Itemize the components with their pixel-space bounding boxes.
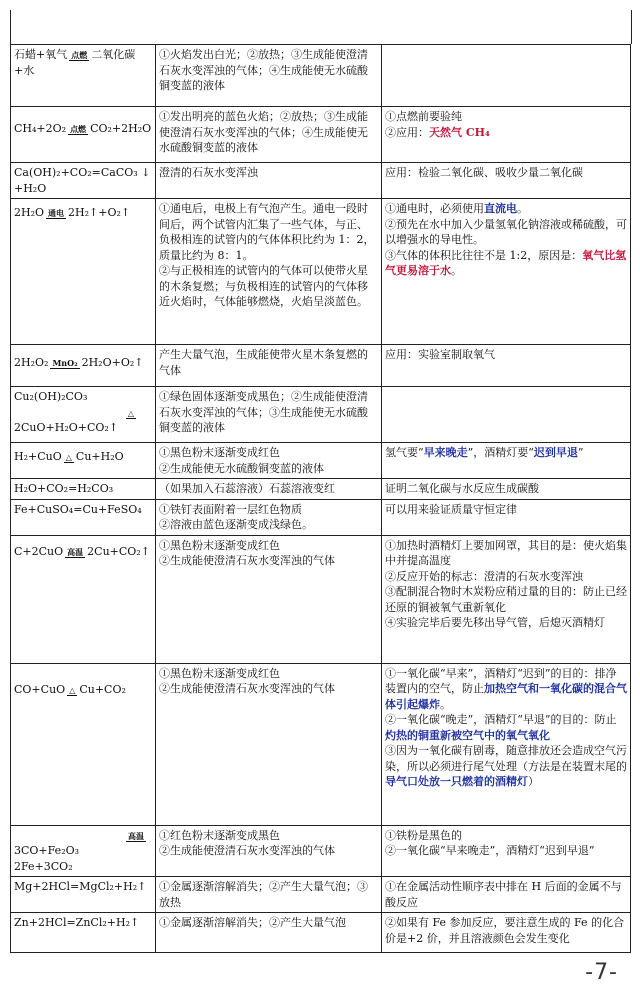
highlight-text: 天然气 CH₄ [429, 125, 490, 139]
table-row [11, 387, 631, 443]
phenomenon-cell: ①通电后，电极上有气泡产生。通电一段时间后，两个试管内汇集了一些气体，与正、负极相连的试管内的气体体积比约为 1：2，质量比约为 8：1。 ②与正极相连的试管内的气体可以使带火星的木条复燃；与负极相连的试管内的气体移近火焰时，气体能够燃烧，火焰呈淡蓝色。 [156, 199, 382, 345]
note-cell: 证明二氧化碳与水反应生成碳酸 [382, 479, 631, 500]
phenomenon-cell: ①金属逐渐溶解消失；②产生大量气泡；③放热 [156, 877, 382, 913]
note-cell: 应用：检验二氧化碳、吸收少量二氧化碳 [382, 163, 631, 199]
equation-products: 2Cu+CO₂↑ [87, 544, 150, 558]
reaction-condition: △ [69, 684, 76, 695]
reaction-condition: MnO₂ [52, 358, 78, 368]
phenomenon-cell: ①金属逐渐溶解消失；②产生大量气泡 [156, 913, 382, 953]
table-row [11, 345, 631, 387]
equation-text: Mg+2HCl=MgCl₂+H₂↑ [14, 880, 147, 893]
phenomenon-cell: ①火焰发出白光；②放热；③生成能使澄清石灰水变浑浊的气体；④生成能使无水硫酸铜变蓝的液体 [156, 45, 382, 107]
equation-cell [11, 535, 156, 663]
page-number: -7- [585, 960, 618, 985]
equation-products: 二氧化碳+水 [14, 48, 136, 77]
phenomenon-cell: 产生大量气泡，生成能使带火星木条复燃的气体 [156, 345, 382, 387]
note-cell: ①一氧化碳“早来”，酒精灯“迟到”的目的：排净装置内的空气，防止加热空气和一氧化碳的混合气体引起爆炸。 ②一氧化碳“晚走”，酒精灯“早退”的目的：防止灼热的铜重新被空气中的氧气氧化 ③因为一氧化碳有剧毒，随意排放还会造成空气污染，所以必须进行尾气处理（方法是在装置末尾的导气口处放一只燃着的酒精灯） [382, 663, 631, 825]
equation-cell [11, 663, 156, 825]
equation-text: Fe+CuSO₄=Cu+FeSO₄ [14, 502, 142, 516]
note-cell [382, 387, 631, 443]
highlight-text: 加热空气和一氧化碳的混合气体引起爆炸 [385, 682, 627, 711]
equation-products: Cu+H₂O [75, 450, 124, 463]
equation-text: H₂O+CO₂=H₂CO₃ [14, 482, 114, 495]
equation-reactants: 2H₂O₂ [14, 356, 49, 369]
highlight-text: 导气口处放一只燃着的酒精灯 [385, 775, 528, 788]
note-cell: ①铁粉是黑色的 ②一氧化碳“早来晚走”，酒精灯“迟到早退” [382, 825, 631, 877]
note-cell [382, 45, 631, 107]
equation-products: 2CuO+H₂O+CO₂↑ [14, 421, 119, 434]
table-row [11, 199, 631, 345]
highlight-text: 氧气比氢气更易溶于水 [385, 248, 627, 277]
equation-cell [11, 825, 156, 877]
page-frame-top [10, 10, 632, 44]
equation-text: Zn+2HCl=ZnCl₂+H₂↑ [14, 916, 140, 929]
equation-cell [11, 479, 156, 500]
note-cell: 应用：实验室制取氧气 [382, 345, 631, 387]
equation-products: CO₂+2H₂O [90, 122, 152, 135]
reaction-table [10, 44, 631, 953]
highlight-text: 直流电 [484, 202, 517, 215]
equation-reactants: 石蜡+氧气 [14, 48, 68, 61]
equation-products: Cu+CO₂ [79, 682, 126, 696]
phenomenon-cell: ①铁钉表面附着一层红色物质 ②溶液由蓝色逐渐变成浅绿色。 [156, 499, 382, 535]
table-row [11, 877, 631, 913]
equation-reactants: 3CO+Fe₂O₃ [14, 844, 80, 857]
phenomenon-cell: ①黑色粉末逐渐变成红色 ②生成能使澄清石灰水变浑浊的气体 [156, 535, 382, 663]
equation-products: 2H₂O+O₂↑ [81, 356, 144, 369]
equation-cell [11, 443, 156, 479]
equation-cell [11, 107, 156, 163]
table-row [11, 443, 631, 479]
equation-cell [11, 199, 156, 345]
table-row [11, 913, 631, 953]
reaction-condition: 点燃 [70, 124, 87, 134]
highlight-text: 灼热的铜重新被空气中的氧气氧化 [385, 728, 550, 742]
equation-cell [11, 163, 156, 199]
note-cell: 氢气要“早来晚走”，酒精灯要“迟到早退” [382, 443, 631, 479]
equation-text: Ca(OH)₂+CO₂=CaCO₃ ↓+H₂O [14, 166, 151, 195]
equation-cell [11, 499, 156, 535]
table-row [11, 45, 631, 107]
equation-reactants: H₂+CuO [14, 450, 62, 463]
equation-products: 2Fe+3CO₂ [14, 859, 73, 873]
phenomenon-cell: ①红色粉末逐渐变成黑色 ②生成能使澄清石灰水变浑浊的气体 [156, 825, 382, 877]
equation-products: 2H₂↑+O₂↑ [68, 206, 131, 219]
equation-cell [11, 45, 156, 107]
reaction-condition: 通电 [48, 208, 65, 218]
table-row [11, 479, 631, 500]
equation-reactants: CO+CuO [14, 682, 66, 696]
phenomenon-cell: 澄清的石灰水变浑浊 [156, 163, 382, 199]
equation-cell [11, 877, 156, 913]
phenomenon-cell: ①发出明亮的蓝色火焰；②放热；③生成能使澄清石灰水变浑浊的气体；④生成能使无水硫酸铜变蓝的液体 [156, 107, 382, 163]
table-row [11, 163, 631, 199]
equation-reactants: Cu₂(OH)₂CO₃ [14, 390, 88, 403]
note-cell: 可以用来验证质量守恒定律 [382, 499, 631, 535]
reaction-condition: △ [65, 452, 72, 462]
table-row [11, 663, 631, 825]
table-row [11, 535, 631, 663]
note-cell: ①加热时酒精灯上要加网罩，其目的是：使火焰集中并提高温度 ②反应开始的标志：澄清的石灰水变浑浊 ③配制混合物时木炭粉应稍过量的目的：防止已经还原的铜被氧气重新氧化 ④实验完毕后要先移出导气管，后熄灭酒精灯 [382, 535, 631, 663]
equation-reactants: 2H₂O [14, 206, 45, 219]
equation-cell [11, 913, 156, 953]
equation-cell [11, 387, 156, 443]
equation-reactants: C+2CuO [14, 544, 64, 558]
table-row [11, 107, 631, 163]
note-cell: ①在金属活动性顺序表中排在 H 后面的金属不与酸反应 [382, 877, 631, 913]
table-row [11, 825, 631, 877]
highlight-text: 早来晚走 [423, 446, 468, 459]
phenomenon-cell: ①黑色粉末逐渐变成红色 ②生成能使澄清石灰水变浑浊的气体 [156, 663, 382, 825]
phenomenon-cell: ①绿色固体逐渐变成黑色；②生成能使澄清石灰水变浑浊的气体；③生成能使无水硫酸铜变蓝的液体 [156, 387, 382, 443]
table-row [11, 499, 631, 535]
equation-cell [11, 345, 156, 387]
reaction-condition: 点燃 [71, 50, 88, 60]
phenomenon-cell: （如果加入石蕊溶液）石蕊溶液变红 [156, 479, 382, 500]
highlight-text: 迟到早退 [533, 446, 578, 459]
reaction-condition: △ [127, 407, 134, 418]
equation-reactants: CH₄+2O₂ [14, 122, 67, 135]
note-cell: ①通电时，必须使用直流电。 ②预先在水中加入少量氢氧化钠溶液或稀硫酸，可以增强水的导电性。 ③气体的体积比往往不是 1:2，原因是：氧气比氢气更易溶于水。 [382, 199, 631, 345]
note-cell: ②如果有 Fe 参加反应，要注意生成的 Fe 的化合价是+2 价，并且溶液颜色会发生变化 [382, 913, 631, 953]
note-cell: ①点燃前要验纯 ②应用：天然气 CH₄ [382, 107, 631, 163]
phenomenon-cell: ①黑色粉末逐渐变成红色 ②生成能使无水硫酸铜变蓝的液体 [156, 443, 382, 479]
reaction-condition: 高温 [128, 830, 144, 841]
reaction-condition: 高温 [67, 546, 84, 557]
reaction-table-container [10, 44, 630, 953]
